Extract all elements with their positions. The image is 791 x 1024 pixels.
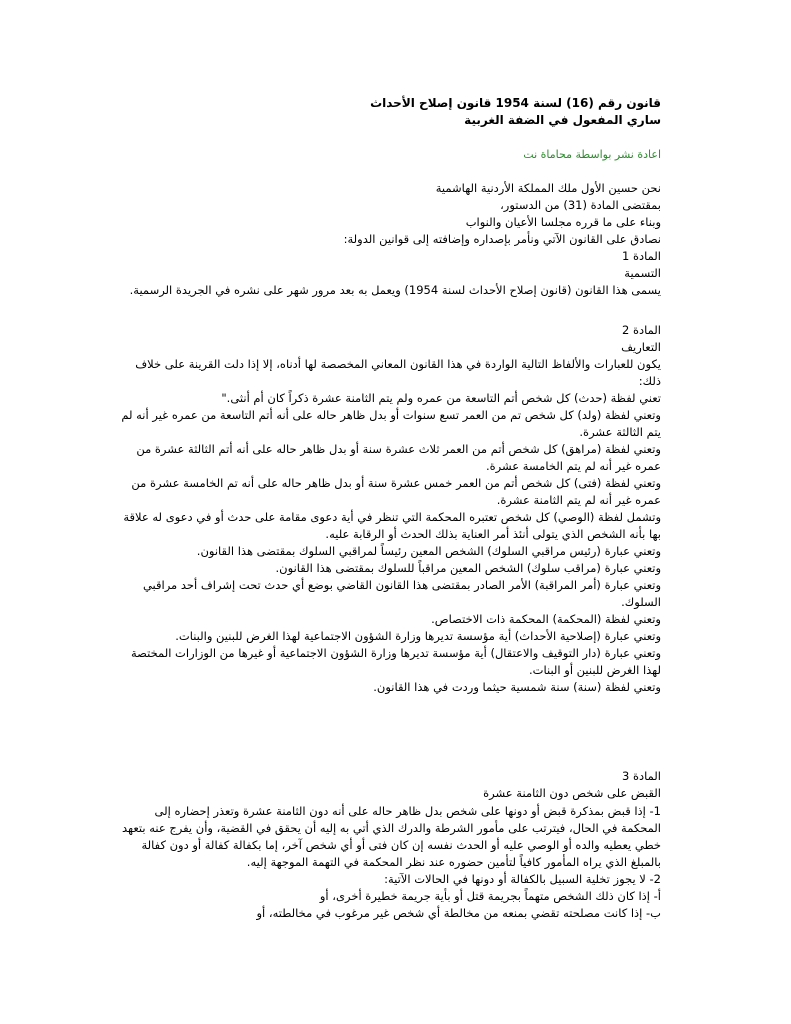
article-2-paragraph: وتعني لفظة (سنة) سنة شمسية حيثما وردت في هذا القانون.	[373, 680, 661, 694]
article-2-body	[116, 356, 661, 696]
article-2-title: التعاريف	[621, 340, 661, 354]
article-2-heading: المادة 2	[622, 323, 661, 337]
preamble	[130, 180, 661, 299]
title-line-1: قانون رقم (16) لسنة 1954 قانون إصلاح الأحداث	[370, 96, 661, 110]
article-3-body	[116, 803, 661, 922]
article-2-paragraph: وتعني لفظة (ولد) كل شخص تم من العمر تسع سنوات أو بدل ظاهر حاله على أنه أتم التاسعة من عمره غير أنه لم يتم الثالثة عشرة.	[121, 408, 661, 439]
article-3-heading: المادة 3	[622, 769, 661, 783]
article-3-paragraph: أ- إذا كان ذلك الشخص متهماً بجريمة قتل أو بأية جريمة خطيرة أخرى، أو	[319, 889, 661, 903]
article-2-paragraph: وتعني عبارة (إصلاحية الأحداث) أية مؤسسة تديرها وزارة الشؤون الاجتماعية لهذا الغرض للبنين والبنات.	[175, 629, 661, 643]
article-3-header	[483, 768, 661, 802]
article-2-paragraph: وتعني لفظة (المحكمة) المحكمة ذات الاختصاص.	[431, 612, 661, 626]
article-2-paragraph: تعني لفظة (حدث) كل شخص أتم التاسعة من عمره ولم يتم الثامنة عشرة ذكراً كان أم أنثى."	[221, 391, 661, 405]
article-1-heading: المادة 1	[622, 249, 661, 263]
article-2-paragraph: يكون للعبارات والألفاظ التالية الواردة في هذا القانون المعاني المخصصة لها أدناه، إلا إذا دلت القرينة على خلاف ذلك:	[135, 357, 661, 388]
article-3-paragraph: 2- لا يجوز تخلية السبيل بالكفالة أو دونها في الحالات الآتية:	[384, 872, 661, 886]
article-3-paragraph: 1- إذا قبض بمذكرة قبض أو دونها على شخص بدل ظاهر حاله على أنه دون الثامنة عشرة وتعذر إحضاره إلى المحكمة في الحال، فيترتب على مأمور الشرطة والدرك الذي أتي به إليه أن يحقق في القضية، وأن يفرج عنه بتعهد خطي يعطيه والده أو الوصي عليه أو الحدث نفسه إن كان فتى أو أي شخص آخر، إما بكفالة كفالة أو دون كفالة بالمبلغ الذي يراه المأمور كافياً لتأمين حضوره عند نظر المحكمة في التهمة الموجهة إليه.	[121, 804, 661, 869]
article-2-paragraph: وتعني عبارة (دار التوقيف والاعتقال) أية مؤسسة تديرها وزارة الشؤون الاجتماعية أو غيرها من الوزارات المختصة لهذا الغرض للبنين أو البنات.	[131, 646, 661, 677]
article-1-title: التسمية	[624, 266, 661, 280]
article-2-paragraph: وتشمل لفظة (الوصي) كل شخص تعتبره المحكمة التي تنظر في أية دعوى مقامة على حدث أو في دعوى له علاقة بها بأنه الشخص الذي يتولى أنئذ أمر العناية بذلك الحدث أو الرقابة عليه.	[123, 510, 661, 541]
article-2-paragraph: وتعني عبارة (رئيس مراقبي السلوك) الشخص المعين رئيساً لمراقبي السلوك بمقتضى هذا القانون.	[196, 544, 661, 558]
article-3-paragraph: ب- إذا كانت مصلحته تقضي بمنعه من مخالطة أي شخص غير مرغوب في مخالطته، أو	[256, 906, 661, 920]
preamble-line: نحن حسين الأول ملك المملكة الأردنية الهاشمية	[435, 181, 661, 195]
republished-note: اعادة نشر بواسطة محاماة نت	[523, 148, 661, 161]
article-2-paragraph: وتعني عبارة (أمر المراقبة) الأمر الصادر بمقتضى هذا القانون القاضي بوضع أي حدث تحت إشراف أحد مراقبي السلوك.	[142, 578, 661, 609]
article-3-title: القبض على شخص دون الثامنة عشرة	[483, 786, 661, 800]
article-2-header	[621, 322, 661, 356]
document-title	[370, 95, 661, 129]
article-2-paragraph: وتعني لفظة (مراهق) كل شخص أتم من العمر ثلاث عشرة سنة أو بدل ظاهر حاله على أنه أتم الثالثة عشرة من عمره غير أنه لم يتم الخامسة عشرة.	[136, 442, 661, 473]
preamble-line: وبناء على ما قرره مجلسا الأعيان والنواب	[465, 215, 661, 229]
title-line-2: ساري المفعول في الضفة الغربية	[464, 113, 661, 127]
article-1-text: يسمى هذا القانون (قانون إصلاح الأحداث لسنة 1954) ويعمل به بعد مرور شهر على نشره في الجريدة الرسمية.	[129, 283, 661, 297]
article-2-paragraph: وتعني لفظة (فتى) كل شخص أتم من العمر خمس عشرة سنة أو بدل ظاهر حاله على أنه تم الخامسة عشرة من عمره غير أنه لم يتم الثامنة عشرة.	[131, 476, 661, 507]
article-2-paragraph: وتعني عبارة (مراقب سلوك) الشخص المعين مراقباً للسلوك بمقتضى هذا القانون.	[275, 561, 661, 575]
preamble-line: نصادق على القانون الآتي ونأمر بإصداره وإضافته إلى قوانين الدولة:	[343, 232, 661, 246]
preamble-line: بمقتضى المادة (31) من الدستور،	[500, 198, 661, 212]
